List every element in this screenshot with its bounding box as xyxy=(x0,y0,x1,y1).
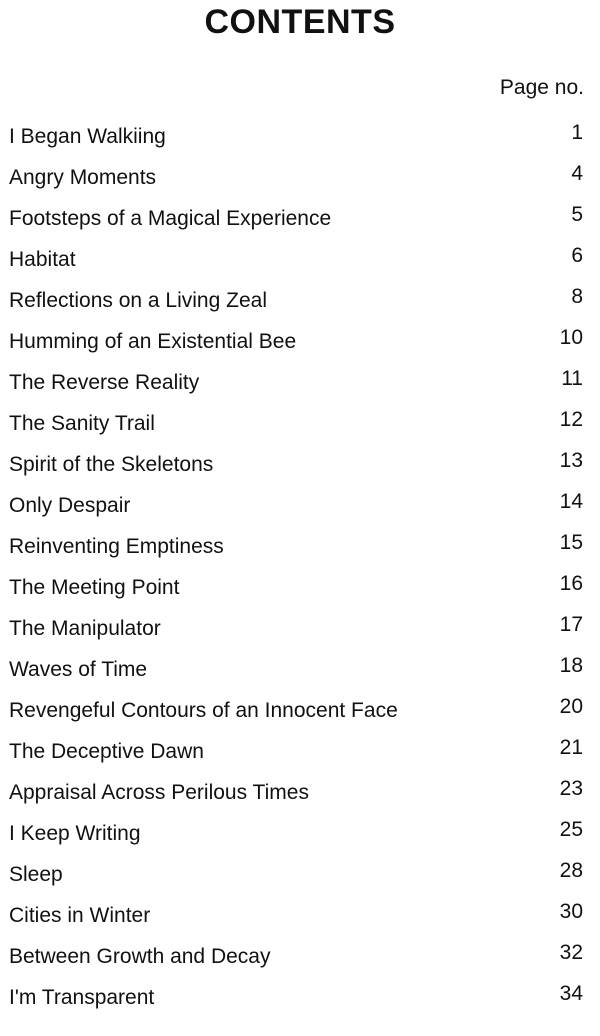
contents-entry xyxy=(0,409,600,450)
entry-title: Spirit of the Skeletons xyxy=(9,453,214,476)
page-title: CONTENTS xyxy=(204,3,396,41)
entry-page-number: 18 xyxy=(559,654,583,677)
entry-title: Reinventing Emptiness xyxy=(9,535,224,558)
entry-page-number: 17 xyxy=(559,613,583,636)
contents-entry xyxy=(0,655,600,696)
entry-page-number: 14 xyxy=(559,490,583,513)
entry-page-number: 4 xyxy=(571,162,583,185)
entry-title: Revengeful Contours of an Innocent Face xyxy=(9,699,398,722)
entry-title: Only Despair xyxy=(9,494,131,517)
entry-page-number: 11 xyxy=(561,367,583,390)
entry-page-number: 25 xyxy=(559,818,583,841)
contents-entry xyxy=(0,122,600,163)
entry-title: The Meeting Point xyxy=(9,576,180,599)
contents-entry xyxy=(0,614,600,655)
contents-entry xyxy=(0,491,600,532)
entry-title: I Began Walkiing xyxy=(9,125,166,148)
entry-page-number: 20 xyxy=(559,695,583,718)
contents-list xyxy=(0,122,600,1024)
contents-entry xyxy=(0,327,600,368)
entry-page-number: 12 xyxy=(559,408,583,431)
entry-page-number: 15 xyxy=(559,531,583,554)
entry-title: Habitat xyxy=(9,248,76,271)
entry-page-number: 34 xyxy=(559,982,583,1005)
entry-title: Humming of an Existential Bee xyxy=(9,330,297,353)
entry-title: Angry Moments xyxy=(9,166,157,189)
entry-page-number: 13 xyxy=(559,449,583,472)
contents-entry xyxy=(0,778,600,819)
entry-page-number: 23 xyxy=(559,777,583,800)
entry-title: The Reverse Reality xyxy=(9,371,200,394)
entry-title: Between Growth and Decay xyxy=(9,945,271,968)
entry-page-number: 21 xyxy=(559,736,583,759)
contents-entry xyxy=(0,450,600,491)
page-number-column-header: Page no. xyxy=(499,76,584,99)
entry-page-number: 32 xyxy=(559,941,583,964)
entry-title: Waves of Time xyxy=(9,658,148,681)
entry-page-number: 16 xyxy=(559,572,583,595)
contents-entry xyxy=(0,819,600,860)
contents-entry xyxy=(0,245,600,286)
entry-title: The Manipulator xyxy=(9,617,161,640)
contents-entry xyxy=(0,860,600,901)
contents-entry xyxy=(0,286,600,327)
entry-title: I'm Transparent xyxy=(9,986,155,1009)
contents-entry xyxy=(0,696,600,737)
entry-page-number: 5 xyxy=(571,203,583,226)
contents-entry xyxy=(0,737,600,778)
contents-entry xyxy=(0,573,600,614)
entry-title: Appraisal Across Perilous Times xyxy=(9,781,309,804)
contents-entry xyxy=(0,368,600,409)
entry-title: The Sanity Trail xyxy=(9,412,155,435)
entry-title: Footsteps of a Magical Experience xyxy=(9,207,332,230)
contents-entry xyxy=(0,204,600,245)
entry-page-number: 8 xyxy=(571,285,583,308)
entry-title: The Deceptive Dawn xyxy=(9,740,204,763)
contents-entry xyxy=(0,983,600,1024)
contents-entry xyxy=(0,532,600,573)
entry-title: Sleep xyxy=(9,863,63,886)
entry-title: Cities in Winter xyxy=(9,904,151,927)
entry-page-number: 30 xyxy=(559,900,583,923)
entry-page-number: 1 xyxy=(571,121,583,144)
contents-entry xyxy=(0,163,600,204)
contents-entry xyxy=(0,942,600,983)
entry-title: I Keep Writing xyxy=(9,822,141,845)
entry-page-number: 10 xyxy=(559,326,583,349)
entry-title: Reflections on a Living Zeal xyxy=(9,289,267,312)
entry-page-number: 28 xyxy=(559,859,583,882)
entry-page-number: 6 xyxy=(571,244,583,267)
contents-entry xyxy=(0,901,600,942)
